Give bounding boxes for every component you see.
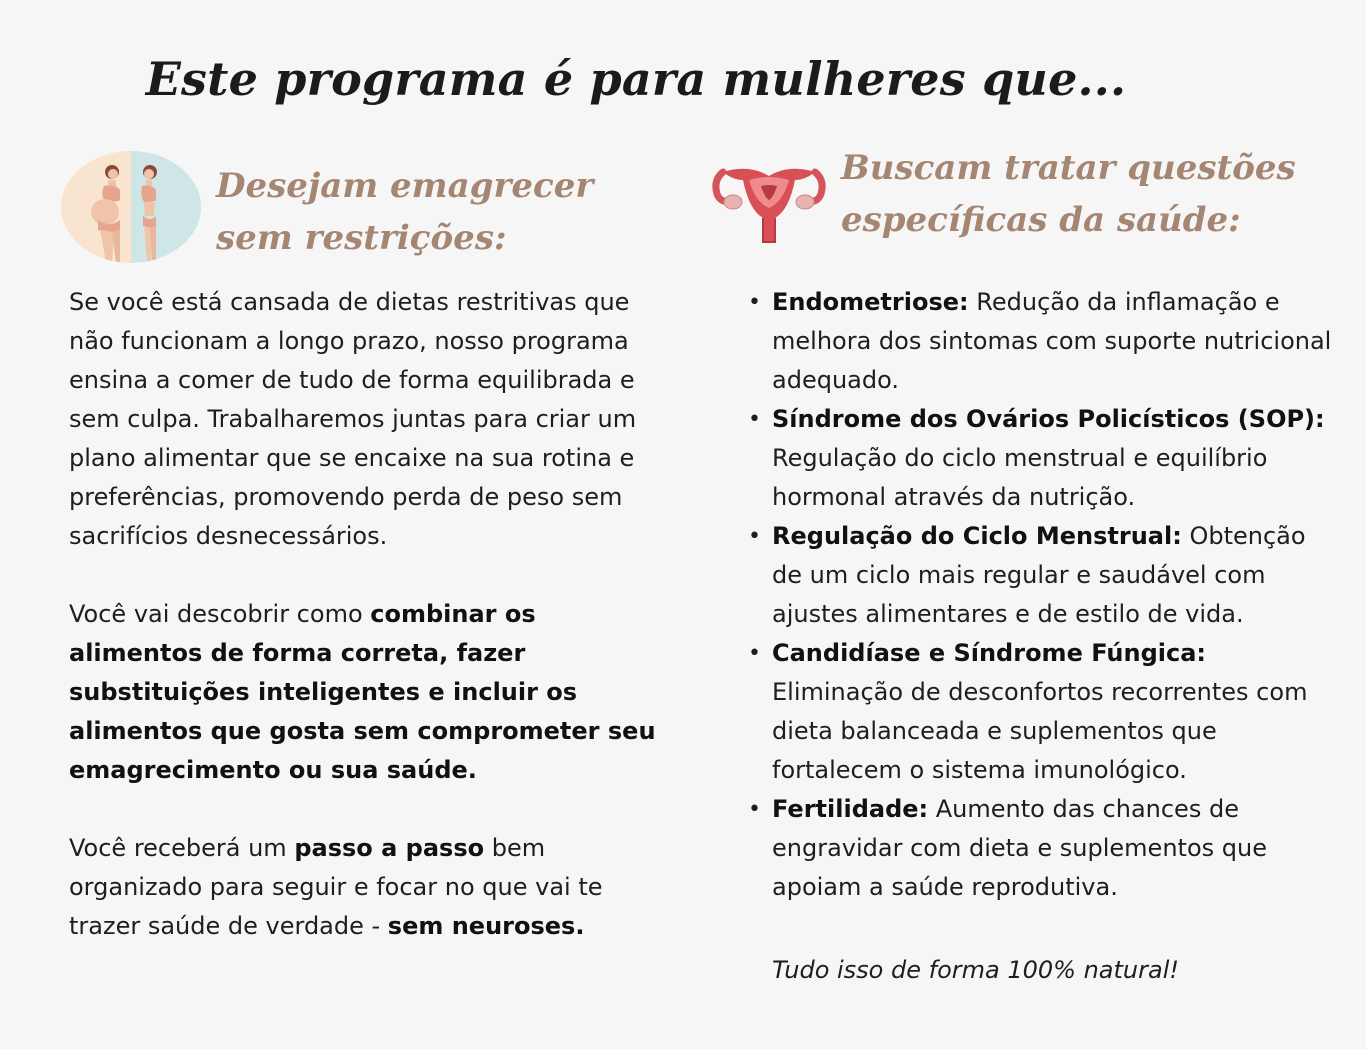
- list-item-desc: Aumento das chances de engravidar com dieta e suplementos que apoiam a saúde reprodutiva.: [772, 795, 1267, 901]
- weight-loss-heading: [216, 160, 593, 264]
- bullet-icon: •: [748, 290, 761, 315]
- health-issues-heading: [841, 142, 1296, 246]
- page-title: Este programa é para mulheres que...: [145, 52, 1127, 106]
- list-item-term: Síndrome dos Ovários Policísticos (SOP):: [772, 405, 1325, 433]
- paragraph-2-bold: combinar os alimentos de forma correta, fazer substituições inteligentes e incluir os alimentos que gosta sem comprometer seu emagrecimento ou sua saúde.: [69, 600, 656, 784]
- list-item-term: Endometriose:: [772, 288, 969, 316]
- weight-loss-heading-line2: sem restrições:: [216, 218, 507, 258]
- list-item-desc: Eliminação de desconfortos recorrentes com dieta balanceada e suplementos que fortalecem o sistema imunológico.: [772, 678, 1308, 784]
- list-item: [748, 517, 1332, 634]
- list-item: [748, 634, 1332, 790]
- bullet-icon: •: [748, 797, 761, 822]
- weight-loss-paragraph-3: [69, 829, 669, 946]
- paragraph-3-text-start: Você receberá um: [69, 834, 295, 862]
- list-item-desc: Redução da inflamação e melhora dos sintomas com suporte nutricional adequado.: [772, 288, 1332, 394]
- list-item: [748, 283, 1332, 400]
- weight-loss-paragraph-2: [69, 595, 669, 790]
- bullet-icon: •: [748, 641, 761, 666]
- list-item-term: Regulação do Ciclo Menstrual:: [772, 522, 1182, 550]
- weight-loss-heading-line1: Desejam emagrecer: [216, 166, 594, 206]
- weight-loss-heading-row: [60, 150, 593, 264]
- paragraph-2-text: Você vai descobrir como: [69, 600, 371, 628]
- closing-note: Tudo isso de forma 100% natural!: [772, 956, 1179, 984]
- health-issues-heading-line1: Buscam tratar questões: [841, 148, 1296, 188]
- paragraph-3-bold-end: sem neuroses.: [387, 912, 585, 940]
- list-item-term: Candidíase e Síndrome Fúngica:: [772, 639, 1206, 667]
- weight-loss-body: [69, 283, 669, 985]
- health-issues-heading-row: [709, 150, 1296, 250]
- list-item-desc: Regulação do ciclo menstrual e equilíbrio hormonal através da nutrição.: [772, 444, 1268, 511]
- weight-loss-paragraph-1: Se você está cansada de dietas restritivas que não funcionam a longo prazo, nosso programa ensina a comer de tudo de forma equilibrada e sem culpa. Trabalharemos juntas para criar um plano alimentar que se encaixe na sua rotina e preferências, promovendo perda de peso sem sacrifícios desnecessários.: [69, 288, 637, 550]
- list-item-term: Fertilidade:: [772, 795, 929, 823]
- health-issues-list: [748, 283, 1332, 907]
- paragraph-3-text-mid: bem organizado para seguir e focar no que vai te trazer saúde de verdade -: [69, 834, 603, 940]
- body-transformation-icon: [60, 150, 202, 264]
- health-issues-heading-line2: específicas da saúde:: [841, 200, 1241, 240]
- list-item: [748, 790, 1332, 907]
- list-item: [748, 400, 1332, 517]
- bullet-icon: •: [748, 407, 761, 432]
- bullet-icon: •: [748, 524, 761, 549]
- list-item-desc: Obtenção de um ciclo mais regular e saudável com ajustes alimentares e de estilo de vida.: [772, 522, 1306, 628]
- uterus-icon: [709, 150, 829, 250]
- paragraph-3-bold-step: passo a passo: [294, 834, 485, 862]
